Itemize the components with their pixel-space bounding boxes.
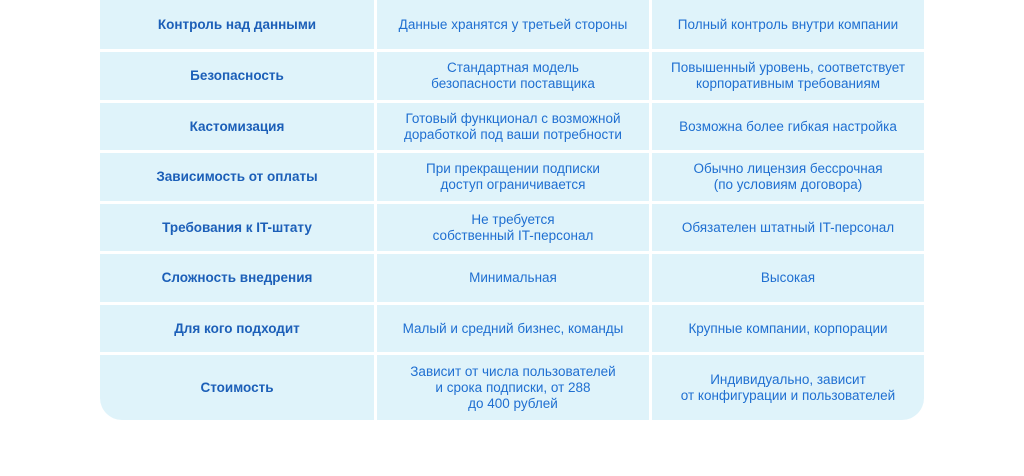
cloud-cell: Данные хранятся у третьей стороны (374, 0, 649, 50)
table-row (100, 302, 924, 353)
table-row (100, 0, 924, 50)
cloud-cell: При прекращении подписки доступ ограничивается (374, 153, 649, 201)
criterion-cell: Требования к IT-штату (162, 220, 312, 235)
criterion-cell: Кастомизация (189, 119, 285, 134)
criterion-cell: Стоимость (200, 379, 274, 395)
table-row (100, 352, 924, 420)
table-row (100, 100, 924, 151)
cloud-cell: Зависит от числа пользователей и срока подписки, от 288 до 400 рублей (374, 355, 649, 420)
table-row (100, 49, 924, 100)
table-row (100, 251, 924, 302)
onprem-cell: Крупные компании, корпорации (649, 305, 924, 353)
table-row (100, 150, 924, 201)
onprem-cell: Повышенный уровень, соответствует корпоративным требованиям (649, 52, 924, 100)
onprem-cell: Полный контроль внутри компании (649, 0, 924, 50)
criterion-cell: Контроль над данными (157, 17, 317, 32)
cloud-cell: Не требуется собственный IT-персонал (374, 204, 649, 252)
cloud-cell: Стандартная модель безопасности поставщика (374, 52, 649, 100)
cloud-cell: Минимальная (374, 254, 649, 302)
cloud-cell: Готовый функционал с возможной доработкой под ваши потребности (374, 103, 649, 151)
criterion-cell: Для кого подходит (174, 321, 300, 336)
onprem-cell: Обычно лицензия бессрочная (по условиям договора) (649, 153, 924, 201)
onprem-cell: Индивидуально, зависит от конфигурации и пользователей (649, 355, 924, 420)
table-row (100, 201, 924, 252)
criterion-cell: Безопасность (190, 68, 284, 83)
criterion-cell: Зависимость от оплаты (156, 169, 318, 184)
onprem-cell: Возможна более гибкая настройка (649, 103, 924, 151)
onprem-cell: Высокая (649, 254, 924, 302)
criterion-cell: Сложность внедрения (161, 270, 313, 285)
onprem-cell: Обязателен штатный IT-персонал (649, 204, 924, 252)
cloud-cell: Малый и средний бизнес, команды (374, 305, 649, 353)
comparison-table (100, 0, 924, 420)
